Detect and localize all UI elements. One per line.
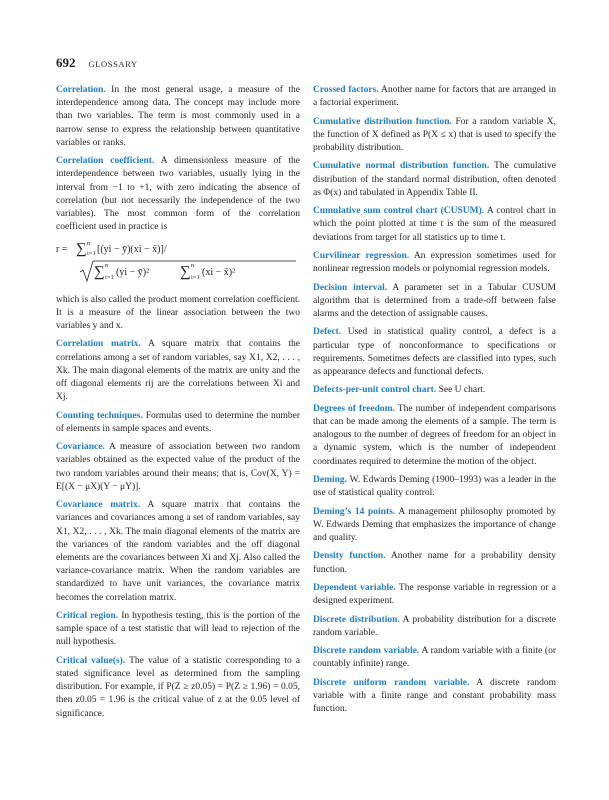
entry-definition: The response variable in regression or a designed experiment. xyxy=(313,582,556,607)
sum-upper: n xyxy=(87,239,91,247)
entry-definition: A measure of association between two random variables obtained as the expected value of the product of the two random variables around their means; that is, Cov(X, Y) = E[(X − μX)(Y − μY)]. xyxy=(56,442,301,492)
entry-definition: A management philosophy promoted by W. Edwards Deming that emphasizes the importance of change and quality. xyxy=(313,506,556,543)
entry-term: Density function. xyxy=(313,551,386,562)
entry-term: Critical region. xyxy=(56,611,119,622)
entry-term: Correlation matrix. xyxy=(56,339,141,350)
glossary-entry-critical-region xyxy=(56,610,300,650)
glossary-entry-correlation xyxy=(56,84,300,150)
formula-lhs: r = xyxy=(56,243,68,255)
entry-definition: An expression sometimes used for nonlinear regression models or polynomial regression models. xyxy=(313,250,557,275)
entry-definition: A parameter set in a Tabular CUSUM algorithm that is determined from a trade-off between false alarms and the detection of assignable causes. xyxy=(313,282,557,319)
glossary-entry-demings-14-points xyxy=(313,506,556,546)
entry-definition: W. Edwards Deming (1900–1993) was a leader in the use of statistical quality control. xyxy=(313,474,556,499)
entry-term: Dependent variable. xyxy=(313,582,396,593)
glossary-entry-defect xyxy=(313,326,556,379)
glossary-entry-cumulative-distribution-function xyxy=(313,116,556,156)
glossary-entry-density-function xyxy=(313,550,556,576)
entry-term: Defects-per-unit control chart. xyxy=(313,385,437,396)
entry-definition: In the most general usage, a measure of the interdependence among data. The concept may include more than two variables. The term is most commonly used in a narrow sense to express the relationship between quantitative variables or ranks. xyxy=(56,85,301,148)
sum-lower: i=1 xyxy=(191,273,200,281)
sigma-symbol: ∑ xyxy=(76,240,87,257)
entry-term: Deming’s 14 points. xyxy=(313,506,396,517)
entry-term: Counting techniques. xyxy=(56,410,143,421)
sum-lower: i=1 xyxy=(105,273,114,281)
entry-definition: A discrete random variable with a finite range and constant probability mass function. xyxy=(313,677,556,715)
glossary-entry-curvilinear-regression xyxy=(313,250,556,276)
entry-definition: In hypothesis testing, this is the portion of the sample space of a test statistic that will lead to rejection of the null hypothesis. xyxy=(56,611,301,648)
den-term-1: (yi − ȳ)² xyxy=(116,266,150,278)
glossary-entry-counting-techniques xyxy=(56,410,300,436)
entry-definition: A square matrix that contains the variances and covariances among a set of random variables, say X1, X2, . . . , Xk. The main diagonal elements of the matrix are the variances of the random variables and the off diagonal elements are the covariances between Xi and Xj. Also called the variance-covariance matrix. When the random variables are standardized to have unit variances, the covariance matrix becomes the correlation matrix. xyxy=(56,500,300,603)
entry-definition: A square matrix that contains the correlations among a set of random variables, say X1, X2, . . . , Xk. The main diagonal elements of the matrix are unity and the off diagonal elements rij are the correlations between Xi and Xj. xyxy=(56,339,300,403)
running-head: GLOSSARY xyxy=(88,59,138,69)
glossary-entry-covariance xyxy=(56,441,300,494)
entry-definition: See U chart. xyxy=(438,385,486,396)
entry-term: Critical value(s). xyxy=(56,655,126,666)
entry-term: Covariance matrix. xyxy=(56,500,141,511)
page-number: 692 xyxy=(56,55,76,70)
entry-definition: Another name for a probability density function. xyxy=(313,551,556,575)
glossary-entry-deming xyxy=(313,474,556,500)
entry-term: Cumulative sum control chart (CUSUM). xyxy=(313,206,485,217)
entry-definition: Used in statistical quality control, a defect is a particular type of nonconformance to specifications or requirements. Sometimes defects are classified into types, such as appearance defects and functional defects. xyxy=(313,327,556,377)
entry-term: Cumulative normal distribution function. xyxy=(313,161,490,172)
entry-term: Discrete distribution. xyxy=(313,614,400,625)
glossary-entry-covariance-matrix xyxy=(56,499,300,605)
glossary-entry-critical-values xyxy=(56,655,300,721)
entry-term: Correlation. xyxy=(56,85,106,95)
entry-term: Correlation coefficient. xyxy=(56,156,155,167)
sum-lower: i=1 xyxy=(87,249,96,257)
entry-term: Degrees of freedom. xyxy=(313,403,395,414)
right-column xyxy=(313,84,556,722)
entry-definition: A probability distribution for a discrete random variable. xyxy=(313,614,556,638)
glossary-entry-degrees-of-freedom xyxy=(313,403,556,469)
glossary-entry-decision-interval xyxy=(313,282,556,322)
entry-definition: Formulas used to determine the number of elements in sample spaces and events. xyxy=(56,410,300,434)
entry-term: Discrete random variable. xyxy=(313,646,420,657)
entry-term: Defect. xyxy=(313,327,342,338)
glossary-entry-defects-per-unit xyxy=(313,384,556,397)
sum-upper: n xyxy=(191,261,195,269)
entry-definition: The value of a statistic corresponding to a stated significance level as determined from the sampling distribution. For example, if P(Z ≥ z0.05) = P(Z ≥ 1.96) = 0.05, then z0.05 = 1.96 is the critical value of z at the 0.05 level of significance. xyxy=(56,655,300,719)
glossary-entry-discrete-random-variable xyxy=(313,645,556,671)
glossary-entry-cumulative-normal-distribution-function xyxy=(313,160,556,200)
formula-numerator: [(yi − ȳ)(xi − x̄)]/ xyxy=(97,243,167,255)
left-column xyxy=(56,84,300,726)
entry-definition: Another name for factors that are arranged in a factorial experiment. xyxy=(313,85,556,109)
entry-definition: A control chart in which the point plotted at time t is the sum of the measured deviations from target for all statistics up to time t. xyxy=(313,206,557,243)
entry-term: Covariance. xyxy=(56,442,105,453)
entry-term: Decision interval. xyxy=(313,282,388,293)
glossary-entry-crossed-factors xyxy=(313,84,556,110)
correlation-coefficient-continued: which is also called the product moment correlation coefficient. It is a measure of the linear association between the two variables y and x. xyxy=(56,294,300,332)
glossary-entry-discrete-distribution xyxy=(313,614,556,640)
entry-definition: For a random variable X, the function of X defined as P(X ≤ x) that is used to specify the probability distribution. xyxy=(313,116,557,153)
glossary-entry-correlation-matrix xyxy=(56,338,300,404)
entry-term: Crossed factors. xyxy=(313,85,379,95)
glossary-entry-correlation-coefficient xyxy=(56,155,300,234)
entry-term: Curvilinear regression. xyxy=(313,250,410,261)
entry-definition: The number of independent comparisons that can be made among the elements of a sample. The term is analogous to the number of degrees of freedom for an object in a dynamic system, which is the number of independent coordinates required to determine the motion of the object. xyxy=(313,403,556,467)
sigma-symbol: ∑ xyxy=(180,263,191,280)
entry-term: Deming. xyxy=(313,474,348,485)
entry-definition: A random variable with a finite (or countably infinite) range. xyxy=(313,646,556,670)
correlation-formula xyxy=(56,240,300,284)
glossary-entry-dependent-variable xyxy=(313,582,556,608)
page-header xyxy=(56,55,138,71)
sigma-symbol: ∑ xyxy=(94,263,105,280)
entry-definition: A dimensionless measure of the interdependence between two variables, usually lying in the interval from −1 to +1, with zero indicating the absence of correlation (but not necessarily the independence of the two variables). The most common form of the correlation coefficient used in practice is xyxy=(56,156,300,233)
entry-definition: The cumulative distribution of the standard normal distribution, often denoted as Φ(x) and tabulated in Appendix Table II. xyxy=(313,161,556,198)
den-term-2: (xi − x̄)² xyxy=(202,266,236,278)
glossary-entry-cusum xyxy=(313,205,556,245)
entry-term: Cumulative distribution function. xyxy=(313,116,452,127)
sum-upper: n xyxy=(105,261,109,269)
entry-term: Discrete uniform random variable. xyxy=(313,677,470,688)
glossary-entry-discrete-uniform-random-variable xyxy=(313,677,556,717)
